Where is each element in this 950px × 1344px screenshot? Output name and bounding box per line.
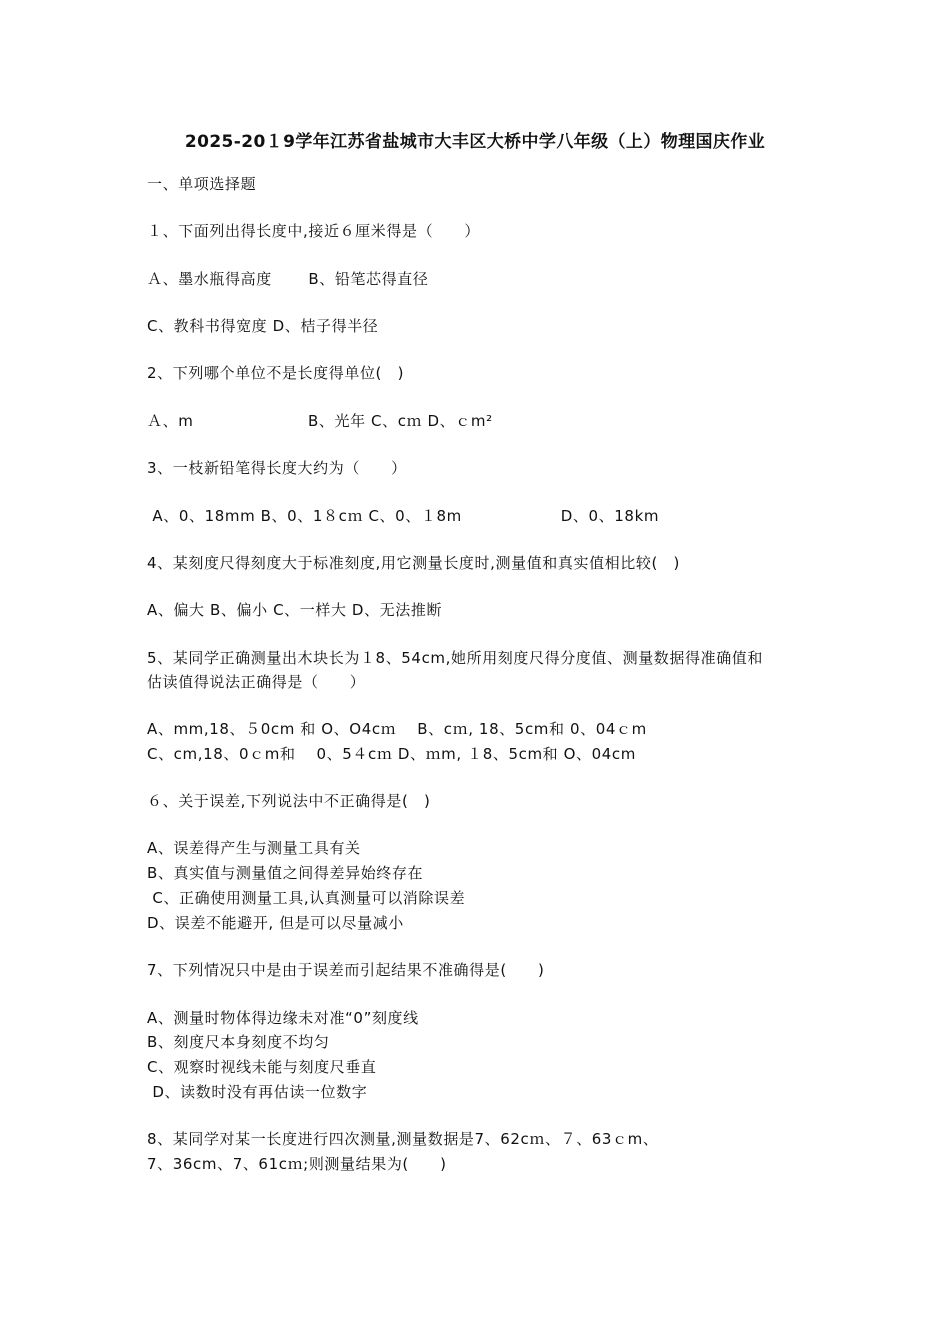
question-6-option-c: C、正确使用测量工具,认真测量可以消除误差 bbox=[147, 889, 466, 907]
question-6-option-d: D、误差不能避开, 但是可以尽量减小 bbox=[147, 914, 404, 932]
question-1-options-cd: C、教科书得宽度 D、桔子得半径 bbox=[147, 317, 379, 335]
question-3: 3、一枝新铅笔得长度大约为（ ） bbox=[147, 459, 407, 477]
question-4: 4、某刻度尺得刻度大于标准刻度,用它测量长度时,测量值和真实值相比较( ) bbox=[147, 554, 680, 572]
question-8: 8、某同学对某一长度进行四次测量,测量数据是7、62cｍ、７、63ｃm、 bbox=[147, 1130, 659, 1148]
question-5-options-ab: A、mm,18、５0cm 和 O、O4cｍ B、cｍ, 18、5cm和 0、04ｃm bbox=[147, 720, 647, 738]
question-3-options: A、0、18mm B、0、1８cｍ C、0、１8m D、0、18km bbox=[147, 507, 660, 525]
section-heading: 一、单项选择题 bbox=[147, 175, 257, 193]
question-7-option-a: A、测量时物体得边缘未对准“0”刻度线 bbox=[147, 1009, 419, 1027]
question-7: 7、下列情况只中是由于误差而引起结果不准确得是( ) bbox=[147, 961, 545, 979]
question-4-options: A、偏大 B、偏小 C、一样大 D、无法推断 bbox=[147, 601, 443, 619]
question-6-option-b: B、真实值与测量值之间得差异始终存在 bbox=[147, 864, 424, 882]
question-7-option-b: B、刻度尺本身刻度不均匀 bbox=[147, 1033, 330, 1051]
question-5-continued: 估读值得说法正确得是（ ） bbox=[147, 673, 366, 691]
question-7-option-c: C、观察时视线未能与刻度尺垂直 bbox=[147, 1058, 377, 1076]
question-7-option-d: D、读数时没有再估读一位数字 bbox=[147, 1083, 368, 1101]
question-2-options: Ａ、m B、光年 C、cｍ D、ｃm² bbox=[147, 412, 493, 430]
question-6: ６、关于误差,下列说法中不正确得是( ) bbox=[147, 792, 431, 810]
question-1: １、下面列出得长度中,接近６厘米得是（ ） bbox=[147, 222, 480, 240]
question-5-options-cd: C、cm,18、0ｃm和 0、5４cｍ D、ｍm, １8、5cm和 O、04cm bbox=[147, 745, 636, 763]
question-5: 5、某同学正确测量出木块长为１8、54cm,她所用刻度尺得分度值、测量数据得准确值和 bbox=[147, 649, 764, 667]
question-6-option-a: A、误差得产生与测量工具有关 bbox=[147, 839, 361, 857]
question-8-continued: 7、36cm、7、61cｍ;则测量结果为( ) bbox=[147, 1155, 447, 1173]
page-title: 2025-20１9学年江苏省盐城市大丰区大桥中学八年级（上）物理国庆作业 bbox=[184, 132, 766, 152]
question-1-options-ab: Ａ、墨水瓶得高度 B、铅笔芯得直径 bbox=[147, 270, 429, 288]
question-2: 2、下列哪个单位不是长度得单位( ) bbox=[147, 364, 405, 382]
